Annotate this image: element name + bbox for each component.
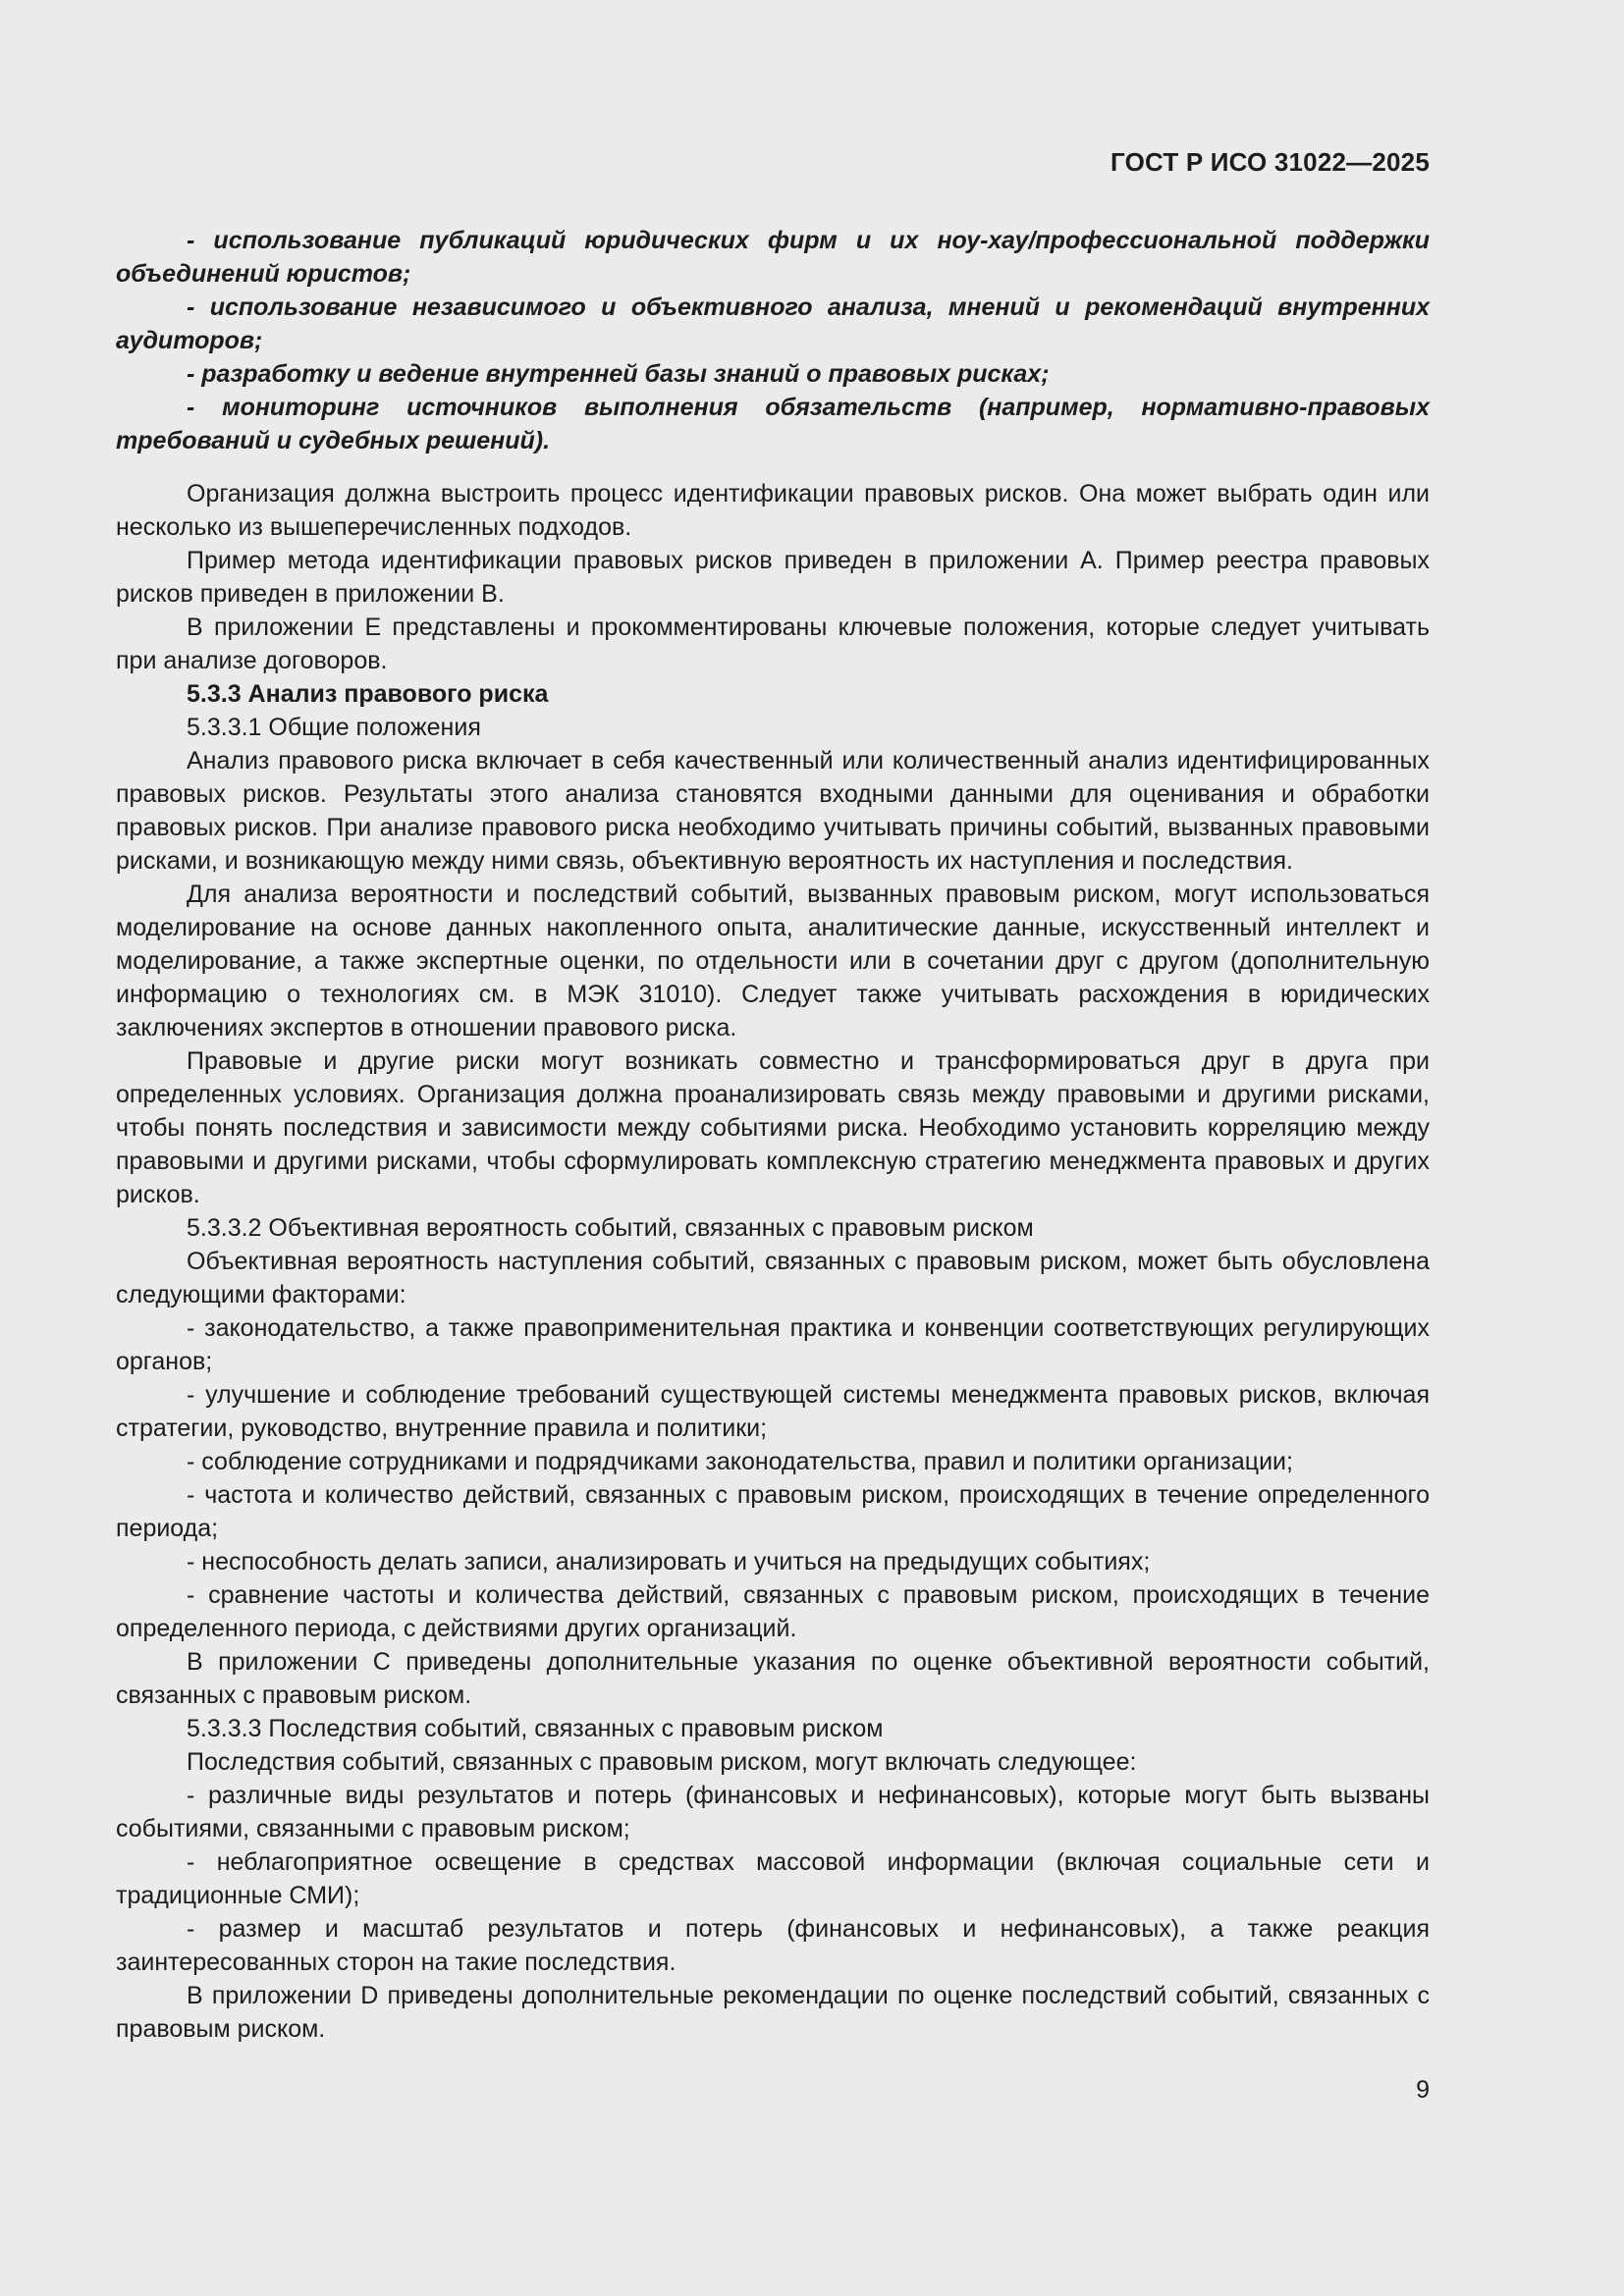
- document-number-header: ГОСТ Р ИСО 31022—2025: [1110, 147, 1430, 177]
- list-item: - частота и количество действий, связанных с правовым риском, происходящих в течение определенного периода;: [116, 1481, 1430, 1542]
- paragraph: Пример метода идентификации правовых рисков приведен в приложении А. Пример реестра правовых рисков приведен в приложении В.: [116, 547, 1430, 608]
- subsection-heading-5-3-3-2: 5.3.3.2 Объективная вероятность событий, связанных с правовым риском: [187, 1214, 1034, 1242]
- italic-list-item: - разработку и ведение внутренней базы знаний о правовых рисках;: [187, 360, 1050, 388]
- list-item: - неспособность делать записи, анализировать и учиться на предыдущих событиях;: [187, 1548, 1151, 1575]
- spacer: [116, 457, 1430, 477]
- paragraph: В приложении D приведены дополнительные рекомендации по оценке последствий событий, связанных с правовым риском.: [116, 1982, 1430, 2043]
- paragraph: Последствия событий, связанных с правовым риском, могут включать следующее:: [187, 1748, 1137, 1776]
- list-item: - законодательство, а также правоприменительная практика и конвенции соответствующих регулирующих органов;: [116, 1314, 1430, 1375]
- italic-list: [116, 224, 1430, 457]
- paragraph: Правовые и другие риски могут возникать совместно и трансформироваться друг в друга при определенных условиях. Организация должна проанализировать связь между правовыми и другими рисками, чтобы понять последствия и зависимости между событиями риска. Необходимо установить корреляцию между правовыми и другими рисками, чтобы сформулировать комплексную стратегию менеджмента правовых и других рисков.: [116, 1047, 1430, 1208]
- italic-list-item: - использование публикаций юридических фирм и их ноу-хау/профессиональной поддержки объединений юристов;: [116, 227, 1430, 288]
- paragraph: Анализ правового риска включает в себя качественный или количественный анализ идентифицированных правовых рисков. Результаты этого анализа становятся входными данными для оценивания и обработки правовых рисков. При анализе правового риска необходимо учитывать причины событий, вызванных правовыми рисками, и возникающую между ними связь, объективную вероятность их наступления и последствия.: [116, 747, 1430, 875]
- list-item: - различные виды результатов и потерь (финансовых и нефинансовых), которые могут быть вызваны событиями, связанными с правовым риском;: [116, 1782, 1430, 1842]
- section-heading-5-3-3: 5.3.3 Анализ правового риска: [187, 680, 549, 708]
- list-item: - сравнение частоты и количества действий, связанных с правовым риском, происходящих в течение определенного периода, с действиями других организаций.: [116, 1581, 1430, 1642]
- paragraph: В приложении Е представлены и прокомментированы ключевые положения, которые следует учитывать при анализе договоров.: [116, 614, 1430, 674]
- page-number: 9: [1416, 2076, 1430, 2104]
- paragraph: Организация должна выстроить процесс идентификации правовых рисков. Она может выбрать один или несколько из вышеперечисленных подходов.: [116, 480, 1430, 541]
- italic-list-item: - использование независимого и объективного анализа, мнений и рекомендаций внутренних аудиторов;: [116, 294, 1430, 354]
- list-item: - улучшение и соблюдение требований существующей системы менеджмента правовых рисков, включая стратегии, руководство, внутренние правила и политики;: [116, 1381, 1430, 1442]
- body-text: [116, 477, 1430, 2046]
- subsection-heading-5-3-3-3: 5.3.3.3 Последствия событий, связанных с правовым риском: [187, 1715, 884, 1742]
- subsection-heading-5-3-3-1: 5.3.3.1 Общие положения: [187, 714, 481, 741]
- italic-list-item: - мониторинг источников выполнения обязательств (например, нормативно-правовых требований и судебных решений).: [116, 394, 1430, 454]
- list-item: - соблюдение сотрудниками и подрядчиками законодательства, правил и политики организации;: [187, 1448, 1293, 1475]
- list-item: - неблагоприятное освещение в средствах массовой информации (включая социальные сети и традиционные СМИ);: [116, 1848, 1430, 1909]
- paragraph: Объективная вероятность наступления событий, связанных с правовым риском, может быть обусловлена следующими факторами:: [116, 1248, 1430, 1308]
- paragraph: Для анализа вероятности и последствий событий, вызванных правовым риском, могут использоваться моделирование на основе данных накопленного опыта, аналитические данные, искусственный интеллект и моделирование, а также экспертные оценки, по отдельности или в сочетании друг с другом (дополнительную информацию о технологиях см. в МЭК 31010). Следует также учитывать расхождения в юридических заключениях экспертов в отношении правового риска.: [116, 881, 1430, 1041]
- list-item: - размер и масштаб результатов и потерь (финансовых и нефинансовых), а также реакция заинтересованных сторон на такие последствия.: [116, 1915, 1430, 1976]
- page-content: [116, 224, 1430, 2046]
- paragraph: В приложении С приведены дополнительные указания по оценке объективной вероятности событий, связанных с правовым риском.: [116, 1648, 1430, 1709]
